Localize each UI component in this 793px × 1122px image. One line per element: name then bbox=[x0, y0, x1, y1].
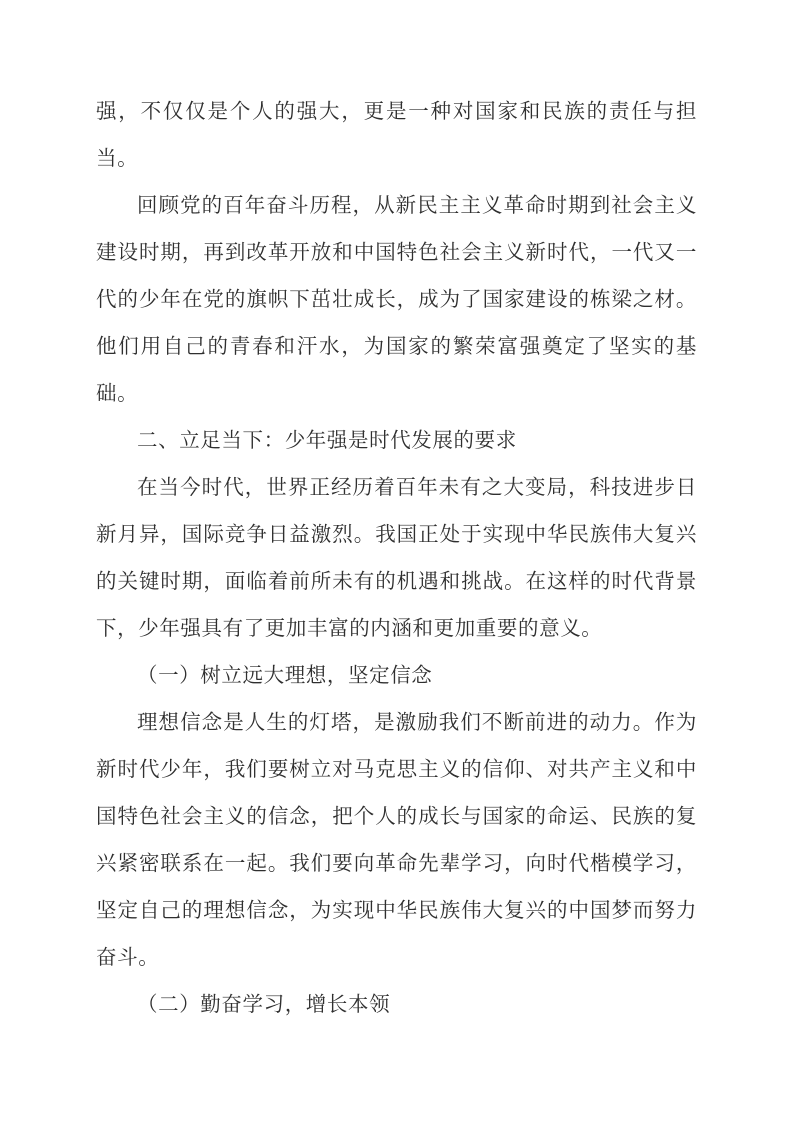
document-body bbox=[96, 88, 697, 1028]
section-heading: 二、立足当下：少年强是时代发展的要求 bbox=[137, 429, 517, 452]
section-heading: （二）勤奋学习，增长本领 bbox=[137, 993, 391, 1016]
paragraph: 回顾党的百年奋斗历程，从新民主主义革命时期到社会主义建设时期，再到改革开放和中国特色社会主义新时代，一代又一代的少年在党的旗帜下茁壮成长，成为了国家建设的栋梁之材。他们用自己的青春和汗水，为国家的繁荣富强奠定了坚实的基础。 bbox=[96, 194, 697, 405]
paragraph: 强，不仅仅是个人的强大，更是一种对国家和民族的责任与担当。 bbox=[96, 100, 697, 170]
paragraph: 理想信念是人生的灯塔，是激励我们不断前进的动力。作为新时代少年，我们要树立对马克思主义的信仰、对共产主义和中国特色社会主义的信念，把个人的成长与国家的命运、民族的复兴紧密联系在一起。我们要向革命先辈学习，向时代楷模学习，坚定自己的理想信念，为实现中华民族伟大复兴的中国梦而努力奋斗。 bbox=[96, 711, 697, 969]
paragraph: 在当今时代，世界正经历着百年未有之大变局，科技进步日新月异，国际竞争日益激烈。我国正处于实现中华民族伟大复兴的关键时期，面临着前所未有的机遇和挑战。在这样的时代背景下，少年强具有了更加丰富的内涵和更加重要的意义。 bbox=[96, 476, 697, 640]
section-heading: （一）树立远大理想，坚定信念 bbox=[137, 664, 433, 687]
